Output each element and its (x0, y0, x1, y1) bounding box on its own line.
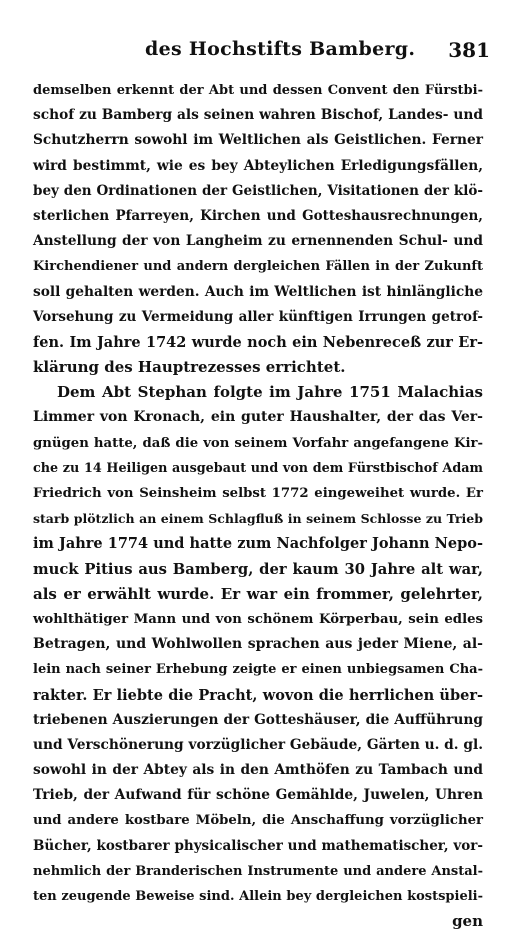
catchword: gen (452, 912, 483, 931)
text-line: Vorsehung zu Vermeidung aller künftigen Irrungen getrof- (33, 308, 483, 325)
text-line: Trieb, der Aufwand für schöne Gemählde, Juwelen, Uhren (33, 787, 483, 804)
paragraph-end-line: klärung des Hauptrezesses errichtet. (33, 358, 346, 377)
text-line: schof zu Bamberg als seinen wahren Bischof, Landes- und (33, 107, 483, 124)
text-line: Bücher, kostbarer physicalischer und mathematischer, vor- (33, 837, 483, 854)
body-text (33, 78, 483, 934)
text-line: rakter. Er liebte die Pracht, wovon die herrlichen über- (33, 686, 483, 704)
text-line: starb plötzlich an einem Schlagfluß in seinem Schlosse zu Trieb (33, 511, 483, 527)
text-line: ten zeugende Beweise sind. Allein bey dergleichen kostspieli- (33, 889, 483, 904)
text-line: nehmlich der Branderischen Instrumente und andere Anstal- (33, 863, 483, 879)
text-line: Kirchendiener und andern dergleichen Fällen in der Zukunft (33, 259, 483, 275)
running-title: des Hochstifts Bamberg. (145, 38, 416, 60)
text-line: wohlthätiger Mann und von schönem Körperbau, sein edles (33, 611, 483, 627)
text-line: Limmer von Kronach, ein guter Haushalter, der das Ver- (33, 409, 483, 426)
text-line: und andere kostbare Möbeln, die Anschaffung vorzüglicher (33, 813, 483, 829)
text-line: che zu 14 Heiligen ausgebaut und von dem Fürstbischof Adam (33, 460, 483, 476)
text-line: und Verschönerung vorzüglicher Gebäude, Gärten u. d. gl. (33, 736, 483, 753)
text-line: wird bestimmt, wie es bey Abteylichen Erledigungsfällen, (33, 157, 483, 174)
text-line: Friedrich von Seinsheim selbst 1772 eingeweihet wurde. Er (33, 486, 483, 501)
text-line: demselben erkennt der Abt und dessen Convent den Fürstbi- (33, 83, 483, 98)
text-line: Betragen, und Wohlwollen sprachen aus jeder Miene, al- (33, 636, 483, 653)
page-number: 381 (448, 38, 490, 62)
text-line: sterlichen Pfarreyen, Kirchen und Gotteshausrechnungen, (33, 207, 483, 224)
text-line: fen. Im Jahre 1742 wurde noch ein Nebenreceß zur Er- (33, 333, 483, 351)
running-head (30, 38, 490, 64)
text-line: triebenen Auszierungen der Gotteshäuser, die Aufführung (33, 711, 483, 728)
text-line: lein nach seiner Erhebung zeigte er einen unbiegsamen Cha- (33, 662, 483, 678)
text-line: als er erwählt wurde. Er war ein frommer, gelehrter, (33, 584, 483, 603)
text-line: Anstellung der von Langheim zu ernennenden Schul- und (33, 233, 483, 250)
text-line: sowohl in der Abtey als in den Amthöfen zu Tambach und (33, 762, 483, 779)
text-line: im Jahre 1774 und hatte zum Nachfolger Johann Nepo- (33, 535, 483, 553)
paragraph-start-line: Dem Abt Stephan folgte im Jahre 1751 Malachias (57, 383, 483, 402)
text-line: bey den Ordinationen der Geistlichen, Visitationen der klö- (33, 182, 483, 199)
text-line: muck Pitius aus Bamberg, der kaum 30 Jahre alt war, (33, 560, 483, 578)
text-line: Schutzherrn sowohl im Weltlichen als Geistlichen. Ferner (33, 132, 483, 149)
text-line: soll gehalten werden. Auch im Weltlichen ist hinlängliche (33, 283, 483, 300)
text-line: gnügen hatte, daß die von seinem Vorfahr angefangene Kir- (33, 435, 483, 451)
